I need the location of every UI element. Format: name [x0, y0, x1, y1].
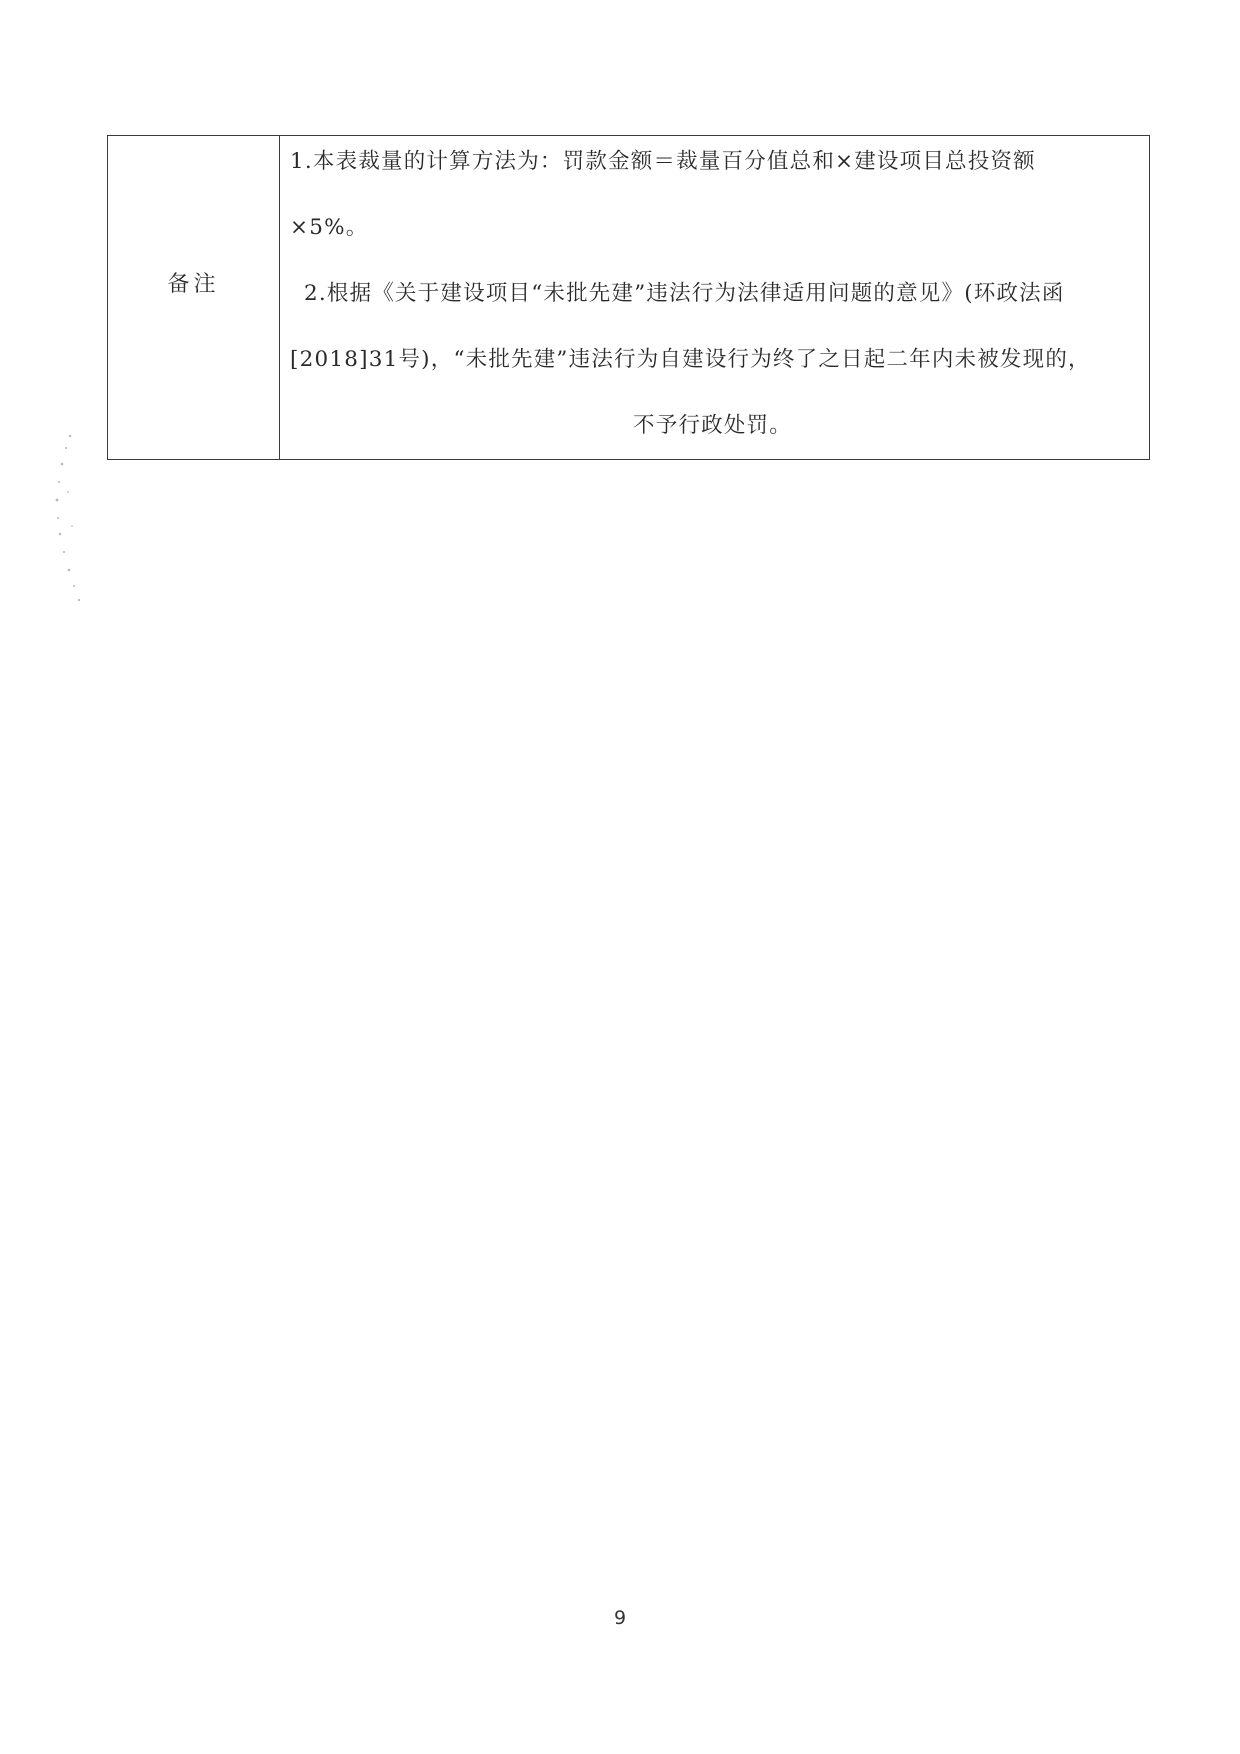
- notes-table: [107, 135, 1150, 460]
- notes-label: 备注: [108, 136, 280, 460]
- note-line-1: 1.本表裁量的计算方法为：罚款金额＝裁量百分值总和×建设项目总投资额: [290, 148, 1036, 174]
- notes-row: [108, 136, 1150, 460]
- page-number: 9: [613, 1607, 627, 1629]
- note-line-2: ×5%。: [290, 214, 369, 240]
- note-line-4: [2018]31号)，“未批先建”违法行为自建设行为终了之日起二年内未被发现的，: [290, 346, 1091, 372]
- note-line-5: 不予行政处罚。: [633, 412, 792, 438]
- notes-content: [280, 136, 1150, 460]
- note-line-3: 2.根据《关于建设项目“未批先建”违法行为法律适用问题的意见》(环政法函: [304, 280, 1065, 306]
- scan-edge-mark: [38, 430, 88, 610]
